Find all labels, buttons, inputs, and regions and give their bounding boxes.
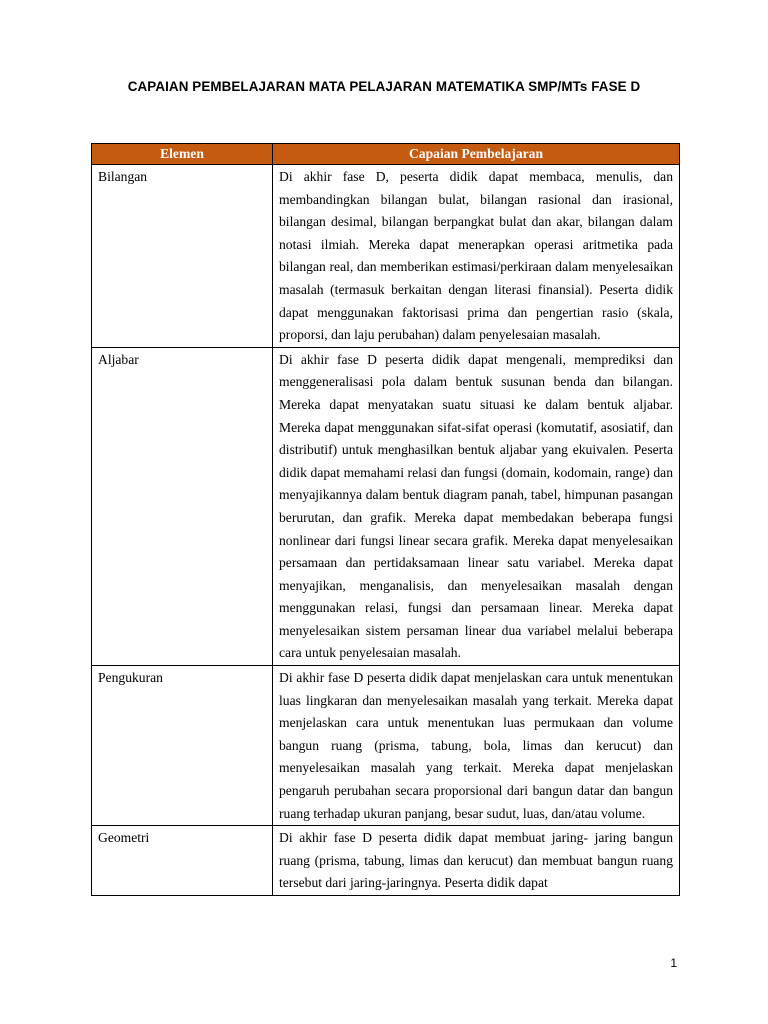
description-cell: Di akhir fase D peserta didik dapat membuat jaring- jaring bangun ruang (prisma, tabung, limas dan kerucut) dan membuat bangun ruang tersebut dari jaring-jaringnya. Peserta didik dapat <box>273 826 680 896</box>
header-capaian-pembelajaran: Capaian Pembelajaran <box>273 144 680 165</box>
learning-outcomes-table <box>91 143 680 896</box>
element-cell: Aljabar <box>92 347 273 665</box>
page-number: 1 <box>670 956 677 970</box>
element-cell: Pengukuran <box>92 666 273 826</box>
page-title: CAPAIAN PEMBELAJARAN MATA PELAJARAN MATEMATIKA SMP/MTs FASE D <box>127 79 641 94</box>
table-header-row <box>92 144 680 165</box>
element-cell: Bilangan <box>92 165 273 348</box>
description-cell: Di akhir fase D peserta didik dapat menjelaskan cara untuk menentukan luas lingkaran dan menyelesaikan masalah yang terkait. Mereka dapat menjelaskan cara untuk menentukan luas permukaan dan volume bangun ruang (prisma, tabung, bola, limas dan kerucut) dan menyelesaikan masalah yang terkait. Mereka dapat menjelaskan pengaruh perubahan secara proporsional dari bangun datar dan bangun ruang terhadap ukuran panjang, besar sudut, luas, dan/atau volume. <box>273 666 680 826</box>
table-row <box>92 347 680 665</box>
description-cell: Di akhir fase D, peserta didik dapat membaca, menulis, dan membandingkan bilangan bulat, bilangan rasional dan irasional, bilangan desimal, bilangan berpangkat bulat dan akar, bilangan dalam notasi ilmiah. Mereka dapat menerapkan operasi aritmetika pada bilangan real, dan memberikan estimasi/perkiraan dalam menyelesaikan masalah (termasuk berkaitan dengan literasi finansial). Peserta didik dapat menggunakan faktorisasi prima dan pengertian rasio (skala, proporsi, dan laju perubahan) dalam penyelesaian masalah. <box>273 165 680 348</box>
description-cell: Di akhir fase D peserta didik dapat mengenali, memprediksi dan menggeneralisasi pola dalam bentuk susunan benda dan bilangan. Mereka dapat menyatakan suatu situasi ke dalam bentuk aljabar. Mereka dapat menggunakan sifat-sifat operasi (komutatif, asosiatif, dan distributif) untuk menghasilkan bentuk aljabar yang ekuivalen. Peserta didik dapat memahami relasi dan fungsi (domain, kodomain, range) dan menyajikannya dalam bentuk diagram panah, tabel, himpunan pasangan berurutan, dan grafik. Mereka dapat membedakan beberapa fungsi nonlinear dari fungsi linear secara grafik. Mereka dapat menyelesaikan persamaan dan pertidaksamaan linear satu variabel. Mereka dapat menyajikan, menganalisis, dan menyelesaikan masalah dengan menggunakan relasi, fungsi dan persamaan linear. Mereka dapat menyelesaikan sistem persaman linear dua variabel melalui beberapa cara untuk penyelesaian masalah. <box>273 347 680 665</box>
table-row <box>92 165 680 348</box>
header-elemen: Elemen <box>92 144 273 165</box>
table-row <box>92 666 680 826</box>
element-cell: Geometri <box>92 826 273 896</box>
table-row <box>92 826 680 896</box>
